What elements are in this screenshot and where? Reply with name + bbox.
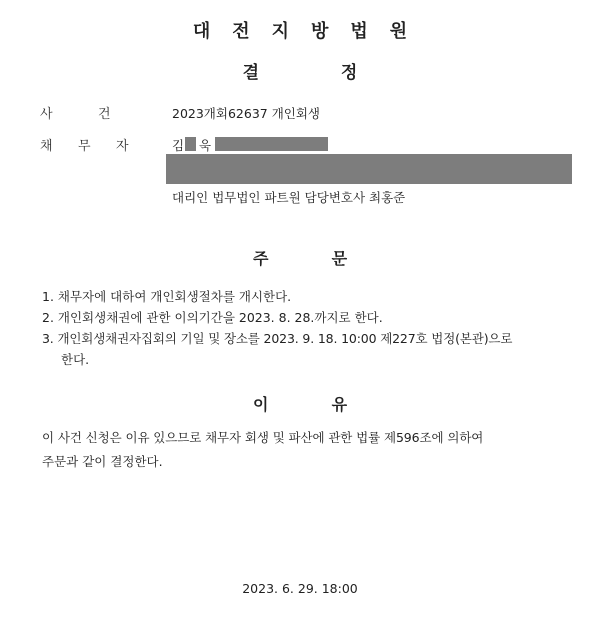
redaction-block	[166, 154, 572, 184]
document-title-left: 결	[242, 63, 260, 83]
case-label	[40, 103, 136, 122]
reason-heading-left: 이	[252, 395, 269, 414]
order-item: 1. 채무자에 대하여 개인회생절차를 개시한다.	[42, 289, 292, 304]
debtor-label-char: 채	[40, 139, 53, 154]
redaction-block	[215, 137, 328, 151]
case-label-char: 사	[40, 107, 53, 122]
court-name: 대전지방법원	[192, 21, 430, 42]
order-heading	[0, 246, 600, 269]
reason-line: 주문과 같이 결정한다.	[42, 454, 163, 469]
order-item: 3. 개인회생채권자집회의 기일 및 장소를 2023. 9. 18. 10:00 제227호 법정(본관)으로	[42, 331, 513, 346]
debtor-representative: 대리인 법무법인 파트원 담당변호사 최홍준	[172, 190, 406, 205]
order-item: 2. 개인회생채권에 관한 이의기간을 2023. 8. 28.까지로 한다.	[42, 310, 383, 325]
debtor-name-last: 욱	[199, 138, 212, 153]
order-heading-right: 문	[331, 249, 348, 268]
case-label-char: 건	[98, 107, 111, 122]
document-title	[0, 58, 600, 83]
case-number: 2023개회62637 개인회생	[172, 106, 320, 121]
debtor-label-char: 무	[78, 139, 91, 154]
decision-date: 2023. 6. 29. 18:00	[242, 581, 358, 596]
debtor-name-first: 김	[172, 138, 185, 153]
reason-heading-right: 유	[331, 395, 348, 414]
reason-heading	[0, 392, 600, 415]
document-title-right: 정	[340, 63, 358, 83]
debtor-label-char: 자	[116, 139, 129, 154]
redaction-block	[185, 137, 196, 151]
debtor-label	[40, 135, 154, 154]
order-item-continuation: 한다.	[61, 352, 90, 367]
reason-line: 이 사건 신청은 이유 있으므로 채무자 회생 및 파산에 관한 법률 제596조에 의하여	[42, 430, 484, 445]
order-heading-left: 주	[252, 249, 269, 268]
